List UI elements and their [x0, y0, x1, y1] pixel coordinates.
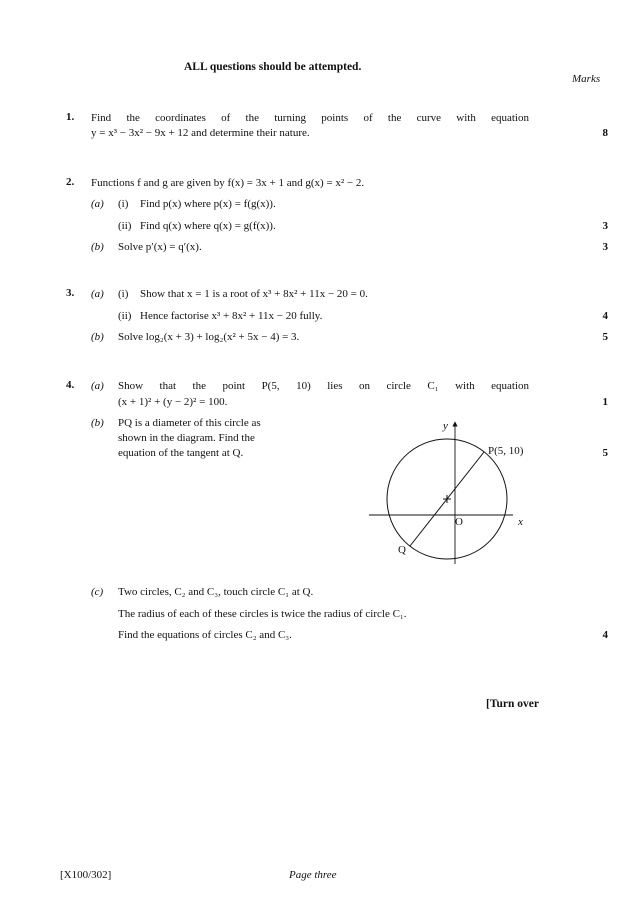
question-2a-ii-text: Find q(x) where q(x) = g(f(x)).: [140, 220, 276, 232]
question-3a-ii-label: (ii): [118, 310, 132, 322]
question-1-marks: 8: [602, 127, 608, 139]
page-number: Page three: [289, 869, 337, 881]
question-4b-line-1: PQ is a diameter of this circle as: [118, 417, 261, 429]
question-4a-marks: 1: [602, 396, 608, 408]
point-p-label: P(5, 10): [488, 445, 524, 457]
question-2a-label: (a): [91, 198, 104, 210]
question-2-stem: Functions f and g are given by f(x) = 3x + 1 and g(x) = x² − 2.: [91, 177, 365, 189]
y-axis-label: y: [443, 420, 448, 432]
question-3a-i-text: Show that x = 1 is a root of x³ + 8x² + 11x − 20 = 0.: [140, 288, 368, 300]
question-4c-line-1: Two circles, C₂ and C₃, touch circle C₁ at Q.: [118, 586, 314, 598]
question-3b-text: Solve log₂(x + 3) + log₂(x² + 5x − 4) = 3.: [118, 331, 300, 343]
instruction-heading: ALL questions should be attempted.: [184, 61, 362, 73]
question-4b-label: (b): [91, 417, 104, 429]
question-4a-line-2: (x + 1)² + (y − 2)² = 100.: [118, 396, 228, 408]
question-4b-line-3: equation of the tangent at Q.: [118, 447, 244, 459]
question-3a-label: (a): [91, 288, 104, 300]
question-2a-ii-label: (ii): [118, 220, 132, 232]
circle-diagram: [365, 416, 545, 566]
question-4c-marks: 4: [602, 629, 608, 641]
question-4-number: 4.: [66, 379, 75, 391]
question-3a-i-label: (i): [118, 288, 129, 300]
point-q-label: Q: [398, 544, 406, 556]
question-3-number: 3.: [66, 287, 75, 299]
question-2a-i-label: (i): [118, 198, 129, 210]
origin-label: O: [455, 516, 463, 528]
question-4c-line-2: The radius of each of these circles is twice the radius of circle C₁.: [118, 608, 407, 620]
question-4c-label: (c): [91, 586, 104, 598]
paper-code: [X100/302]: [60, 869, 112, 881]
question-1-line-1: Find the coordinates of the turning points of the curve with equation: [91, 112, 529, 124]
question-2b-marks: 3: [602, 241, 608, 253]
marks-column-heading: Marks: [572, 73, 601, 85]
question-3a-marks: 4: [602, 310, 608, 322]
question-4a-label: (a): [91, 380, 104, 392]
x-axis-label: x: [518, 516, 523, 528]
question-4a-line-1: Show that the point P(5, 10) lies on circle C₁ with equation: [118, 380, 529, 392]
turn-over-note: [Turn over: [486, 698, 539, 710]
question-4b-line-2: shown in the diagram. Find the: [118, 432, 255, 444]
question-4c-line-3: Find the equations of circles C₂ and C₃.: [118, 629, 292, 641]
question-3a-ii-text: Hence factorise x³ + 8x² + 11x − 20 fully.: [140, 310, 323, 322]
question-4b-marks: 5: [602, 447, 608, 459]
question-1-line-2: y = x³ − 3x² − 9x + 12 and determine their nature.: [91, 127, 310, 139]
question-2b-label: (b): [91, 241, 104, 253]
question-2b-text: Solve p′(x) = q′(x).: [118, 241, 202, 253]
question-2a-marks: 3: [602, 220, 608, 232]
question-2-number: 2.: [66, 176, 75, 188]
question-1-number: 1.: [66, 111, 75, 123]
question-3b-marks: 5: [602, 331, 608, 343]
question-2a-i-text: Find p(x) where p(x) = f(g(x)).: [140, 198, 276, 210]
question-3b-label: (b): [91, 331, 104, 343]
